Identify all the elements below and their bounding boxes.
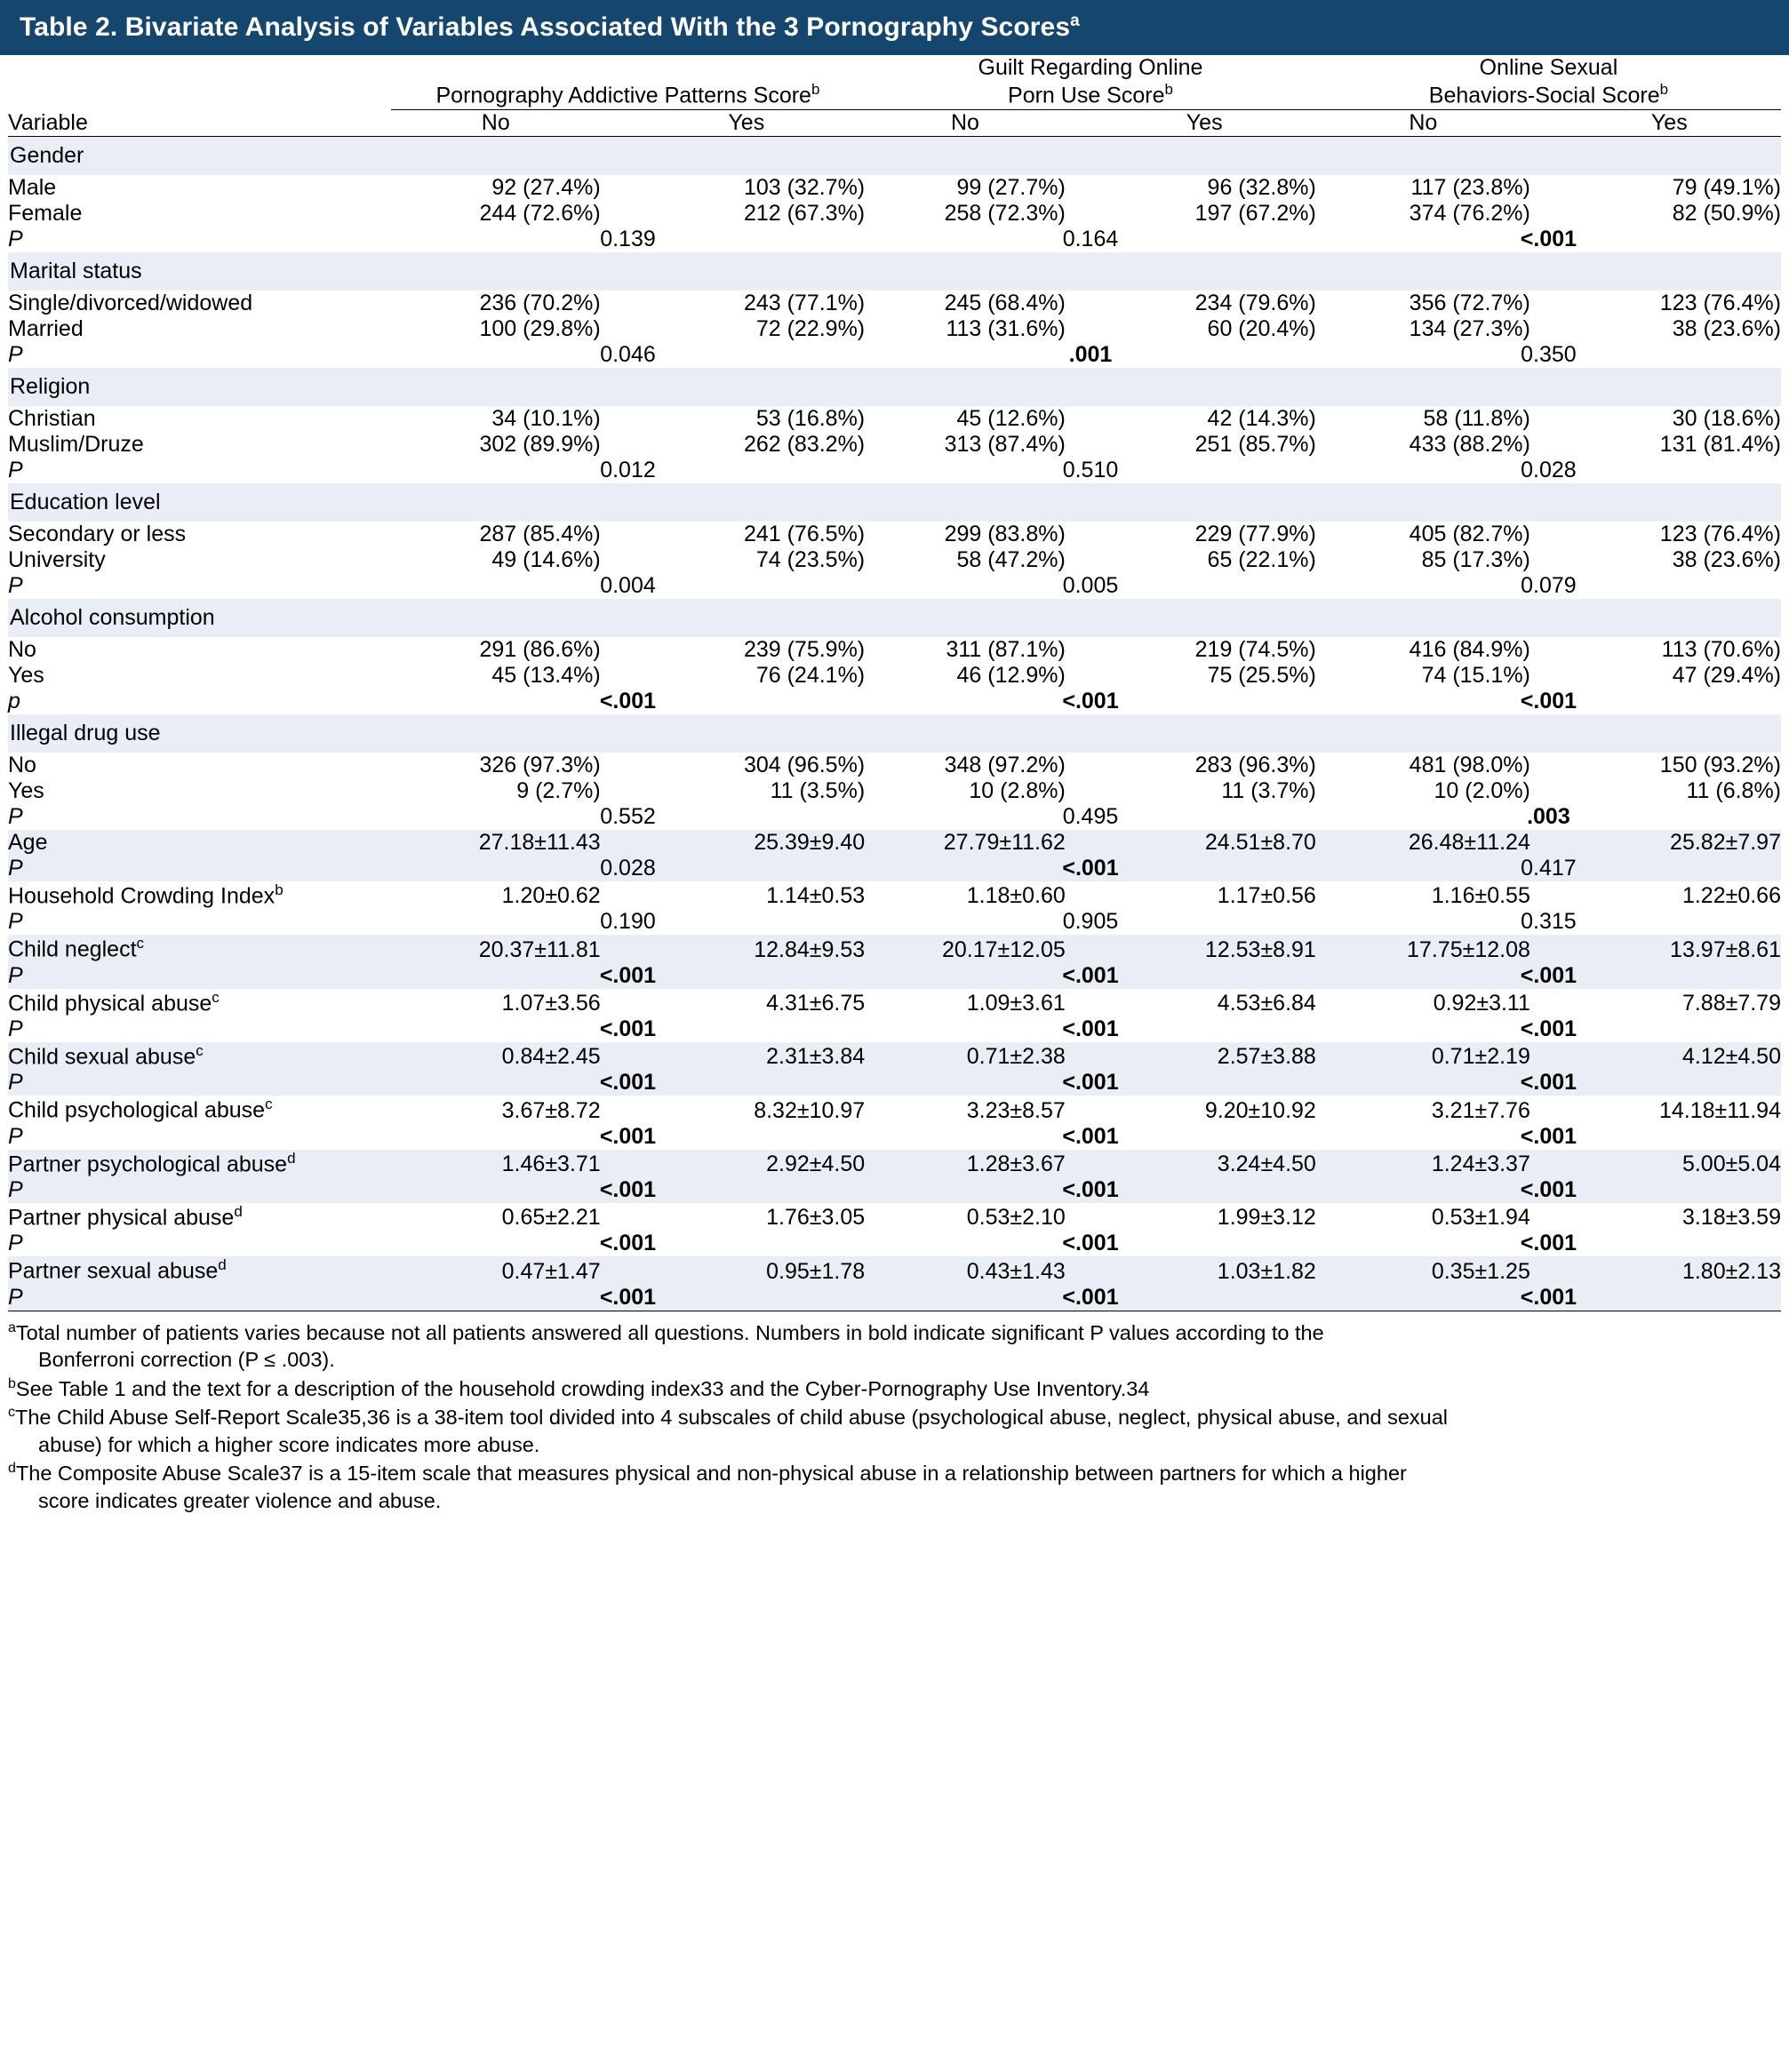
- cell: 243 (77.1%): [743, 291, 866, 316]
- footnotes: [8, 1311, 1781, 1516]
- cell: 82 (50.9%): [1672, 201, 1781, 227]
- group-header-osb: Online Sexual Behaviors-Social Score$^b$: [1316, 55, 1781, 109]
- table-row: [8, 1042, 1781, 1070]
- p-label: P: [8, 573, 23, 599]
- table-title: [0, 0, 1789, 55]
- cell: 60 (20.4%): [1207, 316, 1316, 342]
- p-value-row: [8, 804, 1781, 830]
- cell: 103 (32.7%): [743, 175, 866, 201]
- p-value-row: [8, 909, 1781, 935]
- row-label: Single/divorced/widowed: [8, 291, 253, 316]
- p-label: P: [8, 458, 23, 483]
- row-label: Yes: [8, 663, 44, 689]
- p-value: <.001: [1316, 963, 1781, 989]
- p-value: <.001: [1316, 1285, 1781, 1311]
- p-value: <.001: [865, 1070, 1316, 1096]
- p-value: 0.079: [1521, 573, 1577, 599]
- cell: 58 (11.8%): [1423, 406, 1530, 432]
- cell: 1.76±3.05: [766, 1205, 866, 1231]
- cell: 0.71±2.38: [865, 1042, 1066, 1070]
- section-header-gender: Gender: [8, 137, 1781, 176]
- table-row: [8, 935, 1781, 962]
- p-value-row: [8, 963, 1781, 989]
- row-label: Partner psychological abuse$^d$: [8, 1150, 391, 1177]
- cell: 3.23±8.57: [966, 1097, 1066, 1123]
- cell: 1.18±0.60: [966, 883, 1066, 909]
- row-label: Child psychological abuse$^c$: [8, 1096, 273, 1123]
- cell: 291 (86.6%): [479, 637, 601, 663]
- cell: 0.65±2.21: [501, 1205, 601, 1231]
- cell: 1.24±3.37: [1316, 1150, 1530, 1177]
- table-row: [8, 778, 1781, 804]
- p-value: <.001: [1316, 1070, 1781, 1096]
- p-value: <.001: [391, 963, 865, 989]
- p-value-row: [8, 856, 1781, 881]
- row-label: Child physical abuse$^c$: [8, 988, 220, 1016]
- cell: 2.31±3.84: [627, 1042, 865, 1070]
- cell: 4.31±6.75: [766, 991, 866, 1016]
- cell: 0.84±2.45: [391, 1042, 601, 1070]
- cell: 241 (76.5%): [743, 522, 866, 547]
- cell: 34 (10.1%): [491, 406, 601, 432]
- table-row: [8, 547, 1781, 573]
- cell: 79 (49.1%): [1672, 175, 1781, 201]
- p-label: P: [8, 1123, 23, 1149]
- cell: 20.37±11.81: [391, 935, 601, 962]
- p-value: <.001: [1520, 689, 1577, 714]
- p-value-row: [8, 342, 1781, 368]
- p-value-row: [8, 573, 1781, 599]
- cell: 302 (89.9%): [479, 432, 601, 458]
- cell: 1.07±3.56: [501, 991, 601, 1016]
- row-label: Partner physical abuse$^d$: [8, 1203, 243, 1231]
- cell: 131 (81.4%): [1659, 432, 1781, 458]
- cell: 58 (47.2%): [956, 547, 1066, 573]
- p-label: P: [8, 1016, 23, 1042]
- table-row: [8, 175, 1781, 201]
- cell: 1.22±0.66: [1681, 883, 1781, 909]
- row-label: No: [8, 637, 36, 663]
- cell: 1.99±3.12: [1217, 1205, 1316, 1231]
- cell: 76 (24.1%): [755, 663, 866, 689]
- cell: 1.80±2.13: [1558, 1256, 1781, 1284]
- cell: 1.46±3.71: [391, 1150, 601, 1177]
- row-label: Male: [8, 175, 57, 201]
- p-value: <.001: [391, 1285, 865, 1311]
- p-value: <.001: [599, 1123, 657, 1149]
- row-label: University: [8, 547, 106, 573]
- cell: 12.53±8.91: [1093, 935, 1316, 962]
- table-row: [8, 201, 1781, 227]
- cell: 405 (82.7%): [1409, 522, 1530, 547]
- p-value: <.001: [1062, 1016, 1119, 1042]
- cell: 27.18±11.43: [391, 830, 601, 856]
- cell: 3.21±7.76: [1431, 1097, 1530, 1123]
- row-label: Yes: [8, 778, 44, 804]
- p-label: P: [8, 909, 23, 935]
- cell: 49 (14.6%): [491, 547, 601, 573]
- p-label: p: [8, 689, 20, 714]
- cell: 30 (18.6%): [1672, 406, 1781, 432]
- cell: 3.67±8.72: [501, 1097, 601, 1123]
- cell: 123 (76.4%): [1659, 522, 1781, 547]
- cell: 251 (85.7%): [1194, 432, 1316, 458]
- table-row: [8, 989, 1781, 1016]
- header-subcol-row: [8, 109, 1781, 136]
- table-row: [8, 663, 1781, 689]
- p-value: <.001: [599, 1231, 657, 1256]
- cell: 219 (74.5%): [1194, 637, 1316, 663]
- cell: 24.51±8.70: [1093, 830, 1316, 856]
- p-label: P: [8, 804, 23, 830]
- p-value: 0.350: [1521, 342, 1577, 368]
- row-label: Secondary or less: [8, 522, 187, 547]
- p-value: 0.046: [600, 342, 656, 368]
- p-value: 0.005: [1062, 573, 1119, 599]
- bivariate-analysis-table: [8, 55, 1781, 1311]
- cell: 1.14±0.53: [766, 883, 866, 909]
- group-header-pap: Pornography Addictive Patterns Score$^b$: [391, 55, 865, 109]
- p-label: P: [8, 856, 391, 881]
- cell: 92 (27.4%): [491, 175, 601, 201]
- p-value: <.001: [599, 1016, 657, 1042]
- subcol-osb-no: No: [1409, 109, 1438, 135]
- p-value: <.001: [865, 1285, 1316, 1311]
- p-value-row: [8, 458, 1781, 483]
- p-value: <.001: [1062, 1231, 1119, 1256]
- p-value: 0.905: [1062, 909, 1119, 935]
- p-value-row: [8, 1124, 1781, 1150]
- cell: 75 (25.5%): [1207, 663, 1316, 689]
- cell: 326 (97.3%): [479, 753, 601, 778]
- p-value: <.001: [391, 1070, 865, 1096]
- cell: 283 (96.3%): [1194, 753, 1316, 778]
- cell: 100 (29.8%): [479, 316, 601, 342]
- row-label: Age: [8, 830, 391, 856]
- table-row: [8, 637, 1781, 663]
- section-header-education-level: Education level: [8, 483, 1781, 522]
- cell: 65 (22.1%): [1207, 547, 1316, 573]
- section-header-alcohol-consumption: Alcohol consumption: [8, 599, 1781, 637]
- cell: 416 (84.9%): [1409, 637, 1530, 663]
- subcol-osb-yes: Yes: [1650, 109, 1688, 135]
- cell: 12.84±9.53: [627, 935, 865, 962]
- table-row: [8, 1203, 1781, 1231]
- footnote-a: $^a$Total number of patients varies because not all patients answered all questions. Numbers in bold indicate significant P values according to the Bonferroni correction (P ≤ .003).: [8, 1319, 1324, 1372]
- p-value: <.001: [865, 1177, 1316, 1203]
- cell: 5.00±5.04: [1558, 1150, 1781, 1177]
- cell: 14.18±11.94: [1659, 1097, 1781, 1123]
- p-label: P: [8, 227, 23, 252]
- cell: 0.92±3.11: [1433, 991, 1530, 1016]
- row-label: Christian: [8, 406, 96, 432]
- cell: 197 (67.2%): [1194, 201, 1316, 227]
- cell: 1.28±3.67: [865, 1150, 1066, 1177]
- p-value: 0.315: [1521, 909, 1577, 935]
- subcol-pap-no: No: [481, 109, 510, 135]
- cell: 8.32±10.97: [754, 1097, 866, 1123]
- cell: 3.18±3.59: [1681, 1205, 1781, 1231]
- row-label: No: [8, 753, 36, 778]
- cell: 11 (3.5%): [770, 778, 866, 804]
- table-row: [8, 830, 1781, 856]
- p-value: 0.190: [600, 909, 656, 935]
- cell: 356 (72.7%): [1409, 291, 1530, 316]
- p-value: <.001: [599, 689, 657, 714]
- cell: 236 (70.2%): [479, 291, 601, 316]
- cell: 38 (23.6%): [1672, 316, 1781, 342]
- group-header-guilt: Guilt Regarding Online Porn Use Score$^b$: [865, 55, 1316, 109]
- cell: 10 (2.8%): [969, 778, 1066, 804]
- p-value: 0.552: [600, 804, 656, 830]
- cell: 229 (77.9%): [1194, 522, 1316, 547]
- p-value-row: [8, 227, 1781, 252]
- cell: 311 (87.1%): [946, 637, 1066, 663]
- p-value-row: [8, 1285, 1781, 1311]
- cell: 374 (76.2%): [1409, 201, 1530, 227]
- cell: 0.35±1.25: [1316, 1256, 1530, 1284]
- table-row: [8, 1150, 1781, 1177]
- cell: 239 (75.9%): [743, 637, 866, 663]
- cell: 134 (27.3%): [1409, 316, 1530, 342]
- cell: 53 (16.8%): [755, 406, 866, 432]
- p-label: P: [8, 1177, 391, 1203]
- p-value: <.001: [1520, 1123, 1577, 1149]
- cell: 117 (23.8%): [1410, 175, 1530, 201]
- cell: 0.71±2.19: [1316, 1042, 1530, 1070]
- cell: 1.17±0.56: [1217, 883, 1316, 909]
- cell: 20.17±12.05: [865, 935, 1066, 962]
- cell: 113 (70.6%): [1661, 637, 1781, 663]
- row-label: Female: [8, 201, 83, 227]
- p-value-row: [8, 1231, 1781, 1256]
- table-title-footnote-marker: a: [1070, 12, 1080, 30]
- cell: 1.20±0.62: [501, 883, 601, 909]
- cell: 11 (3.7%): [1221, 778, 1316, 804]
- cell: 113 (31.6%): [946, 316, 1066, 342]
- cell: 17.75±12.08: [1316, 935, 1530, 962]
- cell: 4.53±6.84: [1217, 991, 1316, 1016]
- p-value: 0.417: [1316, 856, 1781, 881]
- row-label: Child sexual abuse$^c$: [8, 1042, 391, 1070]
- table-row: [8, 291, 1781, 316]
- cell: 244 (72.6%): [479, 201, 601, 227]
- cell: 245 (68.4%): [944, 291, 1066, 316]
- cell: 258 (72.3%): [944, 201, 1066, 227]
- p-value: .003: [1527, 804, 1570, 830]
- table-row: [8, 522, 1781, 547]
- p-label: P: [8, 342, 23, 368]
- cell: 123 (76.4%): [1659, 291, 1781, 316]
- section-header-marital-status: Marital status: [8, 252, 1781, 291]
- table-row: [8, 406, 1781, 432]
- cell: 25.82±7.97: [1558, 830, 1781, 856]
- cell: 0.95±1.78: [627, 1256, 865, 1284]
- cell: 262 (83.2%): [743, 432, 866, 458]
- section-header-religion: Religion: [8, 368, 1781, 406]
- cell: 45 (12.6%): [956, 406, 1066, 432]
- cell: 2.92±4.50: [627, 1150, 865, 1177]
- section-header-illegal-drug-use: Illegal drug use: [8, 714, 1781, 753]
- cell: 85 (17.3%): [1421, 547, 1530, 573]
- cell: 10 (2.0%): [1434, 778, 1530, 804]
- p-label: P: [8, 1285, 391, 1311]
- p-value: 0.495: [1062, 804, 1119, 830]
- cell: 1.03±1.82: [1093, 1256, 1316, 1284]
- cell: 299 (83.8%): [944, 522, 1066, 547]
- cell: 0.43±1.43: [865, 1256, 1066, 1284]
- p-value: <.001: [1062, 689, 1119, 714]
- cell: 0.47±1.47: [391, 1256, 601, 1284]
- cell: 45 (13.4%): [491, 663, 601, 689]
- cell: 13.97±8.61: [1558, 935, 1781, 962]
- cell: 42 (14.3%): [1207, 406, 1316, 432]
- cell: 313 (87.4%): [944, 432, 1066, 458]
- cell: 47 (29.4%): [1672, 663, 1781, 689]
- cell: 304 (96.5%): [743, 753, 866, 778]
- cell: 1.16±0.55: [1431, 883, 1530, 909]
- p-value-row: [8, 1177, 1781, 1203]
- p-label: P: [8, 963, 391, 989]
- cell: 72 (22.9%): [755, 316, 866, 342]
- p-value-row: [8, 1070, 1781, 1096]
- subcol-guilt-no: No: [950, 109, 979, 135]
- table-row: [8, 1096, 1781, 1123]
- cell: 46 (12.9%): [956, 663, 1066, 689]
- subcol-guilt-yes: Yes: [1186, 109, 1223, 135]
- p-value: <.001: [391, 1177, 865, 1203]
- row-label: Partner sexual abuse$^d$: [8, 1256, 391, 1284]
- footnote-c: $^c$The Child Abuse Self-Report Scale35,36 is a 38-item tool divided into 4 subscales of child abuse (psychological abuse, neglect, physical abuse, and sexual abuse) for which a higher score indicates more abuse.: [8, 1405, 1449, 1456]
- row-label: Married: [8, 316, 84, 342]
- p-value: <.001: [1062, 1123, 1119, 1149]
- p-value: 0.164: [1062, 227, 1119, 252]
- p-value: <.001: [1520, 227, 1577, 252]
- cell: 0.53±1.94: [1431, 1205, 1530, 1231]
- cell: 212 (67.3%): [743, 201, 866, 227]
- cell: 150 (93.2%): [1659, 753, 1781, 778]
- row-label: Child neglect$^c$: [8, 935, 391, 962]
- p-value-row: [8, 1016, 1781, 1042]
- table-row: [8, 753, 1781, 778]
- header-variable: Variable: [8, 110, 88, 136]
- p-value: .001: [1068, 342, 1113, 368]
- p-label: P: [8, 1070, 391, 1096]
- cell: 26.48±11.24: [1316, 830, 1530, 856]
- p-value: 0.012: [600, 458, 656, 483]
- cell: 287 (85.4%): [479, 522, 601, 547]
- cell: 74 (23.5%): [755, 547, 866, 573]
- cell: 433 (88.2%): [1409, 432, 1530, 458]
- p-value: <.001: [865, 856, 1316, 881]
- cell: 1.09±3.61: [966, 991, 1066, 1016]
- table-row: [8, 881, 1781, 909]
- cell: 99 (27.7%): [956, 175, 1066, 201]
- p-value: 0.028: [391, 856, 865, 881]
- footnote-b: $^b$See Table 1 and the text for a description of the household crowding index33 and the Cyber-Pornography Use Inventory.34: [8, 1375, 1150, 1400]
- cell: 234 (79.6%): [1194, 291, 1316, 316]
- row-label: Household Crowding Index$^b$: [8, 881, 284, 909]
- table-title-text: Table 2. Bivariate Analysis of Variables Associated With the 3 Pornography Scores: [20, 12, 1071, 42]
- cell: 7.88±7.79: [1681, 991, 1781, 1016]
- cell: 481 (98.0%): [1409, 753, 1530, 778]
- cell: 348 (97.2%): [944, 753, 1066, 778]
- footnote-d: $^d$The Composite Abuse Scale37 is a 15-item scale that measures physical and non-physical abuse in a relationship between partners for which a higher score indicates greater violence and abuse.: [8, 1461, 1407, 1512]
- header-group-row: [8, 55, 1781, 109]
- table-row: [8, 1256, 1781, 1284]
- p-value: 0.510: [1062, 458, 1119, 483]
- p-value: <.001: [1520, 1231, 1577, 1256]
- p-value: 0.028: [1521, 458, 1577, 483]
- cell: 25.39±9.40: [627, 830, 865, 856]
- cell: 38 (23.6%): [1672, 547, 1781, 573]
- cell: 11 (6.8%): [1686, 778, 1781, 804]
- cell: 9 (2.7%): [516, 778, 601, 804]
- cell: 74 (15.1%): [1421, 663, 1530, 689]
- cell: 3.24±4.50: [1093, 1150, 1316, 1177]
- subcol-pap-yes: Yes: [728, 109, 765, 135]
- cell: 4.12±4.50: [1558, 1042, 1781, 1070]
- p-value: 0.004: [600, 573, 656, 599]
- p-value: <.001: [1316, 1177, 1781, 1203]
- p-value-row: [8, 689, 1781, 714]
- table-row: [8, 316, 1781, 342]
- cell: 27.79±11.62: [865, 830, 1066, 856]
- p-value: <.001: [1520, 1016, 1577, 1042]
- cell: 9.20±10.92: [1204, 1097, 1316, 1123]
- cell: 96 (32.8%): [1207, 175, 1316, 201]
- p-label: P: [8, 1231, 23, 1256]
- cell: 2.57±3.88: [1093, 1042, 1316, 1070]
- row-label: Muslim/Druze: [8, 432, 144, 458]
- p-value: <.001: [865, 963, 1316, 989]
- table-row: [8, 432, 1781, 458]
- p-value: 0.139: [600, 227, 656, 252]
- cell: 0.53±2.10: [966, 1205, 1066, 1231]
